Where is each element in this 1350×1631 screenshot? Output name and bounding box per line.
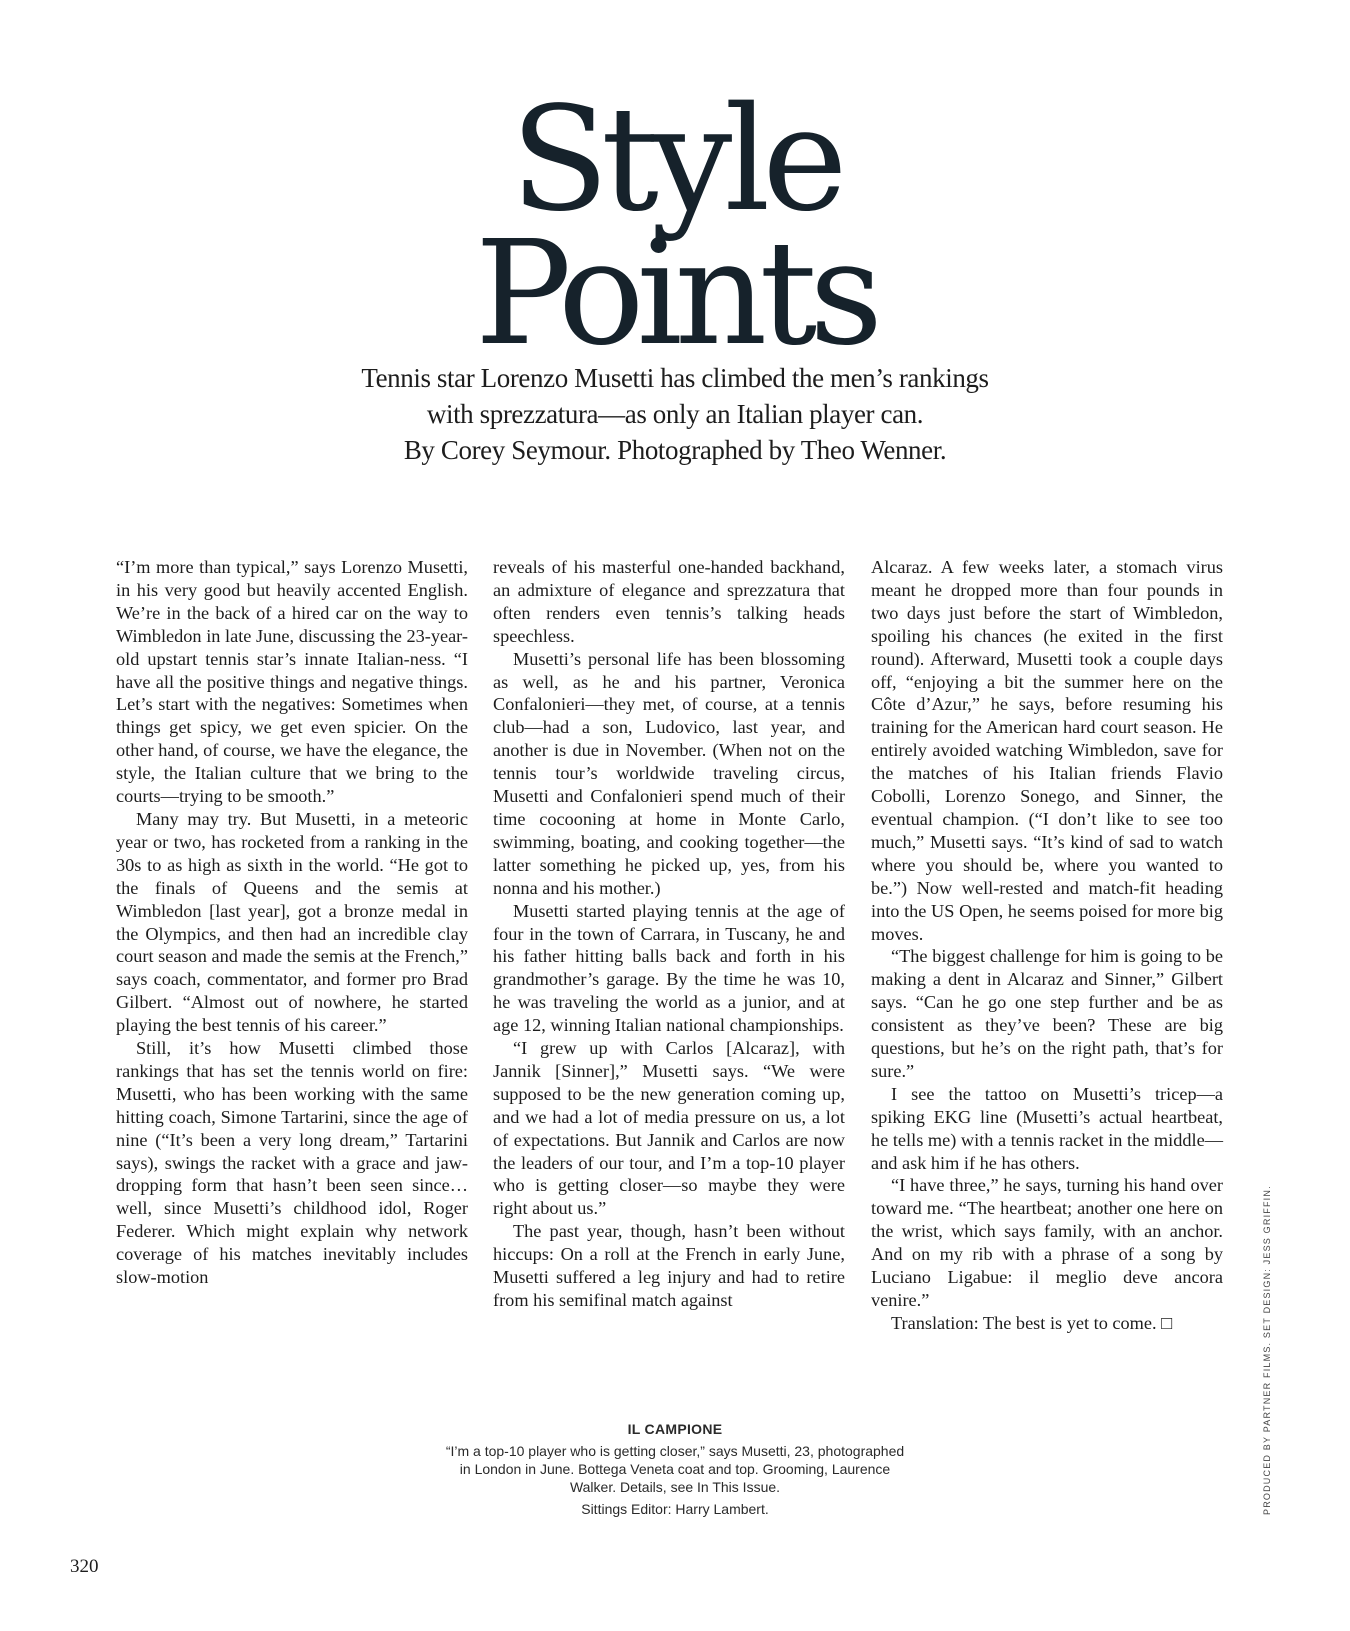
body-paragraph: The past year, though, hasn’t been without hiccups: On a roll at the French in early June, Musetti suffered a leg injury and had to retire from his semifinal match against xyxy=(493,1221,845,1310)
caption-text: “I’m a top-10 player who is getting closer,” says Musetti, 23, photographed in London in June. Bottega Veneta coat and top. Grooming, Laurence Walker. Details, see In This Issue. xyxy=(445,1443,905,1495)
body-paragraph: reveals of his masterful one-handed backhand, an admixture of elegance and sprezzatura that often renders even tennis’s talking heads speechless. xyxy=(493,557,845,646)
body-column-2 xyxy=(493,556,845,1312)
dek-line-2: with sprezzatura—as only an Italian player can. xyxy=(426,399,924,429)
article-title-line-1: Style xyxy=(510,75,840,243)
article-title-line-2: Points xyxy=(474,209,876,377)
body-paragraph: Still, it’s how Musetti climbed those rankings that has set the tennis world on fire: Musetti, who has been working with the same hitting coach, Simone Tartarini, since the age of nine (“It’s been a very long dream,” Tartarini says), swings the racket with a grace and jaw-dropping form that hasn’t been seen since…well, since Musetti’s childhood idol, Roger Federer. Which might explain why network coverage of his matches inevitably includes slow-motion xyxy=(116,1038,468,1288)
body-paragraph: Musetti’s personal life has been blossoming as well, as he and his partner, Veronica Confalonieri—they met, of course, at a tennis club—had a son, Ludovico, last year, and another is due in November. (When not on the tennis tour’s worldwide traveling circus, Musetti and Confalonieri spend much of their time cocooning at home in Monte Carlo, swimming, boating, and cooking together—the latter something he picked up, yes, from his nonna and his mother.) xyxy=(493,648,845,898)
body-paragraph: “The biggest challenge for him is going to be making a dent in Alcaraz and Sinner,” Gilbert says. “Can he go one step further and be as consistent as they’ve been? These are big questions, but he’s on the right path, that’s for sure.” xyxy=(871,946,1223,1081)
caption-credit: Sittings Editor: Harry Lambert. xyxy=(581,1501,769,1517)
article-title xyxy=(0,75,1350,377)
caption-heading: IL CAMPIONE xyxy=(627,1421,723,1437)
article-dek xyxy=(275,360,1075,468)
body-paragraph: Many may try. But Musetti, in a meteoric year or two, has rocketed from a ranking in the 30s to as high as sixth in the world. “He got to the finals of Queens and the semis at Wimbledon [last year], got a bronze medal in the Olympics, and then had an incredible clay court season and made the semis at the French,” says coach, commentator, and former pro Brad Gilbert. “Almost out of nowhere, he started playing the best tennis of his career.” xyxy=(116,808,468,1036)
production-credit: PRODUCED BY PARTNER FILMS. SET DESIGN: JESS GRIFFIN. xyxy=(1262,1185,1272,1515)
body-paragraph: “I’m more than typical,” says Lorenzo Musetti, in his very good but heavily accented English. We’re in the back of a hired car on the way to Wimbledon in late June, discussing the 23-year-old upstart tennis star’s innate Italian-ness. “I have all the positive things and negative things. Let’s start with the negatives: Sometimes when things get spicy, we get even spicier. On the other hand, of course, we have the elegance, the style, the Italian culture that we bring to the courts—trying to be smooth.” xyxy=(116,557,468,807)
photo-caption xyxy=(440,1420,910,1518)
dek-line-1: Tennis star Lorenzo Musetti has climbed the men’s rankings xyxy=(361,363,989,393)
body-paragraph: “I have three,” he says, turning his hand over toward me. “The heartbeat; another one here on the wrist, which says family, with an anchor. And on my rib with a phrase of a song by Luciano Ligabue: il meglio deve ancora venire.” xyxy=(871,1175,1223,1310)
byline: By Corey Seymour. Photographed by Theo Wenner. xyxy=(403,435,947,465)
body-paragraph: Alcaraz. A few weeks later, a stomach virus meant he dropped more than four pounds in two days just before the start of Wimbledon, spoiling his chances (he exited in the first round). Afterward, Musetti took a couple days off, “enjoying a bit the summer here on the Côte d’Azur,” he says, before resuming his training for the American hard court season. He entirely avoided watching Wimbledon, save for the matches of his Italian friends Flavio Cobolli, Lorenzo Sonego, and Sinner, the eventual champion. (“I don’t like to see too much,” Musetti says. “It’s kind of sad to watch where you should be, where you wanted to be.”) Now well-rested and match-fit heading into the US Open, he seems poised for more big moves. xyxy=(871,557,1223,944)
body-column-3 xyxy=(871,556,1223,1335)
body-paragraph: Musetti started playing tennis at the age of four in the town of Carrara, in Tuscany, he and his father hitting balls back and forth in his grandmother’s garage. By the time he was 10, he was traveling the world as a junior, and at age 12, winning Italian national championships. xyxy=(493,900,845,1036)
page-number: 320 xyxy=(70,1556,99,1577)
body-paragraph: “I grew up with Carlos [Alcaraz], with Jannik [Sinner],” Musetti says. “We were supposed to be the new generation coming up, and we had a lot of media pressure on us, a lot of expectations. But Jannik and Carlos are now the leaders of our tour, and I’m a top-10 player who is getting closer—so maybe they were right about us.” xyxy=(493,1038,845,1219)
body-column-1 xyxy=(116,556,468,1289)
body-paragraph: I see the tattoo on Musetti’s tricep—a spiking EKG line (Musetti’s actual heartbeat, he tells me) with a tennis racket in the middle—and ask him if he has others. xyxy=(871,1083,1223,1173)
body-paragraph: Translation: The best is yet to come. □ xyxy=(891,1312,1173,1333)
